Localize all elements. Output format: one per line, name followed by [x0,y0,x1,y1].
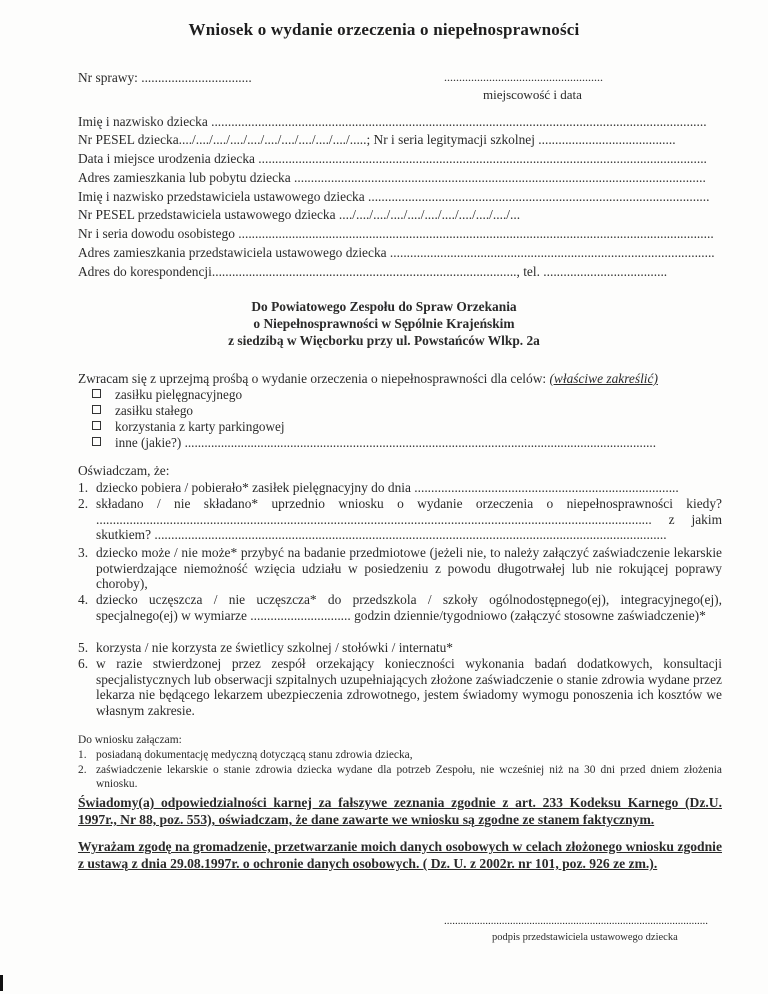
addressee-line: Do Powiatowego Zespołu do Spraw Orzekania [251,299,517,314]
checkbox[interactable] [92,405,101,414]
option-label: inne (jakie?) ............................................................................................................................................... [115,435,657,450]
option-parking-card[interactable] [92,419,285,435]
data-consent-statement: Wyrażam zgodę na gromadzenie, przetwarzanie moich danych osobowych w celach złożonego wniosku zgodnie z ustawą z dnia 29.08.1997r. o ochronie danych osobowych. ( Dz. U. z 2002r. nr 101, poz. 926 ze zm.). [78,839,722,871]
statement-number: 5. [78,640,89,655]
statement-number: 2. [78,496,89,511]
attachment-text: zaświadczenie lekarskie o stanie zdrowia dziecka wydane dla potrzeb Zespołu, nie wcześniej niż na 30 dni przed dniem złożenia wniosku. [96,764,722,790]
field-guardian-name: Imię i nazwisko przedstawiciela ustawowego dziecka ...................................................................................................... [78,189,710,204]
option-other[interactable] [92,435,718,451]
statement-text: dziecko pobiera / pobierało* zasiłek pielęgnacyjny do dnia ............................................................................... [96,480,679,495]
responsibility-statement: Świadomy(a) odpowiedzialności karnej za fałszywe zeznania zgodnie z art. 233 Kodeksu Karnego (Dz.U. 1997r., Nr 88, poz. 553), oświadczam, że dane zawarte we wniosku są zgodne ze stanem faktycznym. [78,795,722,827]
option-label: korzystania z karty parkingowej [115,419,285,434]
attachment-1 [78,748,728,762]
signature-label: podpis przedstawiciela ustawowego dziecka [492,932,678,943]
request-intro-note: (właściwe zakreślić) [549,371,658,386]
addressee-line: o Niepełnosprawności w Sępólnie Krajeńskim [253,316,515,331]
statement-number: 1. [78,480,89,495]
option-nursing-allowance[interactable] [92,387,242,403]
statement-3 [78,545,722,592]
field-child-pesel: Nr PESEL dziecka..../..../..../..../..../..../..../..../..../..../.....; Nr i seria legitymacji szkolnej ......................................... [78,132,676,147]
statement-5 [78,640,722,656]
signature-line: ................................................................................................ [444,915,708,927]
field-birth-date-place: Data i miejsce urodzenia dziecka ...................................................................................................................................... [78,151,707,166]
field-child-name: Imię i nazwisko dziecka .................................................................................................................................................... [78,114,707,129]
field-guardian-pesel: Nr PESEL przedstawiciela ustawowego dziecka ..../..../..../..../..../..../..../..../..../..../... [78,207,521,222]
attachment-2 [78,763,722,791]
scan-edge-mark [0,975,3,991]
option-label: zasiłku stałego [115,403,194,418]
place-date-label: miejscowość i data [483,87,582,102]
option-label: zasiłku pielęgnacyjnego [115,387,243,402]
statement-6 [78,656,722,718]
attachment-text: posiadaną dokumentację medyczną dotyczącą stanu zdrowia dziecka, [96,749,413,761]
field-guardian-address: Adres zamieszkania przedstawiciela ustawowego dziecka ................................................................................................. [78,245,715,260]
field-id-card: Nr i seria dowodu osobistego .............................................................................................................................................. [78,226,714,241]
attachments-label: Do wniosku załączam: [78,734,182,746]
document-title: Wniosek o wydanie orzeczenia o niepełnosprawności [188,20,580,39]
field-correspondence-address: Adres do korespondencji..........................................................................................., tel. ..................................... [78,264,668,279]
request-intro [78,371,738,387]
statement-2 [78,496,722,544]
declaration-label: Oświadczam, że: [78,463,170,478]
attachment-number: 2. [78,764,87,776]
statement-4 [78,592,722,623]
statement-number: 6. [78,656,89,671]
checkbox[interactable] [92,389,101,398]
request-intro-text: Zwracam się z uprzejmą prośbą o wydanie orzeczenia o niepełnosprawności dla celów: [78,371,547,386]
statement-1 [78,480,722,496]
place-date-dots: ..................................................... [444,70,603,84]
addressee-line: z siedzibą w Więcborku przy ul. Powstańców Wlkp. 2a [228,333,540,348]
addressee-block [0,298,768,349]
attachment-number: 1. [78,749,87,761]
statement-text: dziecko może / nie może* przybyć na badanie przedmiotowe (jeżeli nie, to należy załączyć zaświadczenie lekarskie potwierdzające niemożność wzięcia udziału w posiedzeniu z powodu długotrwałej lub nie rokującej poprawy choroby), [96,545,722,592]
statement-text: w razie stwierdzonej przez zespół orzekający konieczności wykonania badań dodatkowych, konsultacji specjalistycznych lub obserwacji szpitalnych uzupełniających złożone zaświadczenie o stanie zdrowia wydane przez lekarza nie będącego lekarzem ubezpieczenia zdrowotnego, jestem świadomy wymogu ponoszenia ich kosztów we własnym zakresie. [96,656,722,718]
checkbox[interactable] [92,421,101,430]
statement-text: dziecko uczęszcza / nie uczęszcza* do przedszkola / szkoły ogólnodostępnego(ej), integracyjnego(ej), specjalnego(ej) w wymiarze .............................. godzin dziennie/tygodniowo (załączyć stosowne zaświadczenie)* [96,592,722,623]
statement-number: 3. [78,545,89,560]
statement-text: korzysta / nie korzysta ze świetlicy szkolnej / stołówki / internatu* [96,640,453,655]
checkbox[interactable] [92,437,101,446]
statement-text: składano / nie składano* uprzednio wniosku o wydanie orzeczenia o niepełnosprawności kiedy? ...................................................................................................................................................................... z jakim skutkiem? ......................................................................................................................................................... [96,496,722,543]
option-permanent-allowance[interactable] [92,403,193,419]
statement-number: 4. [78,592,89,607]
field-child-address: Adres zamieszkania lub pobytu dziecka ........................................................................................................................... [78,170,706,185]
case-number: Nr sprawy: ................................. [78,70,252,85]
